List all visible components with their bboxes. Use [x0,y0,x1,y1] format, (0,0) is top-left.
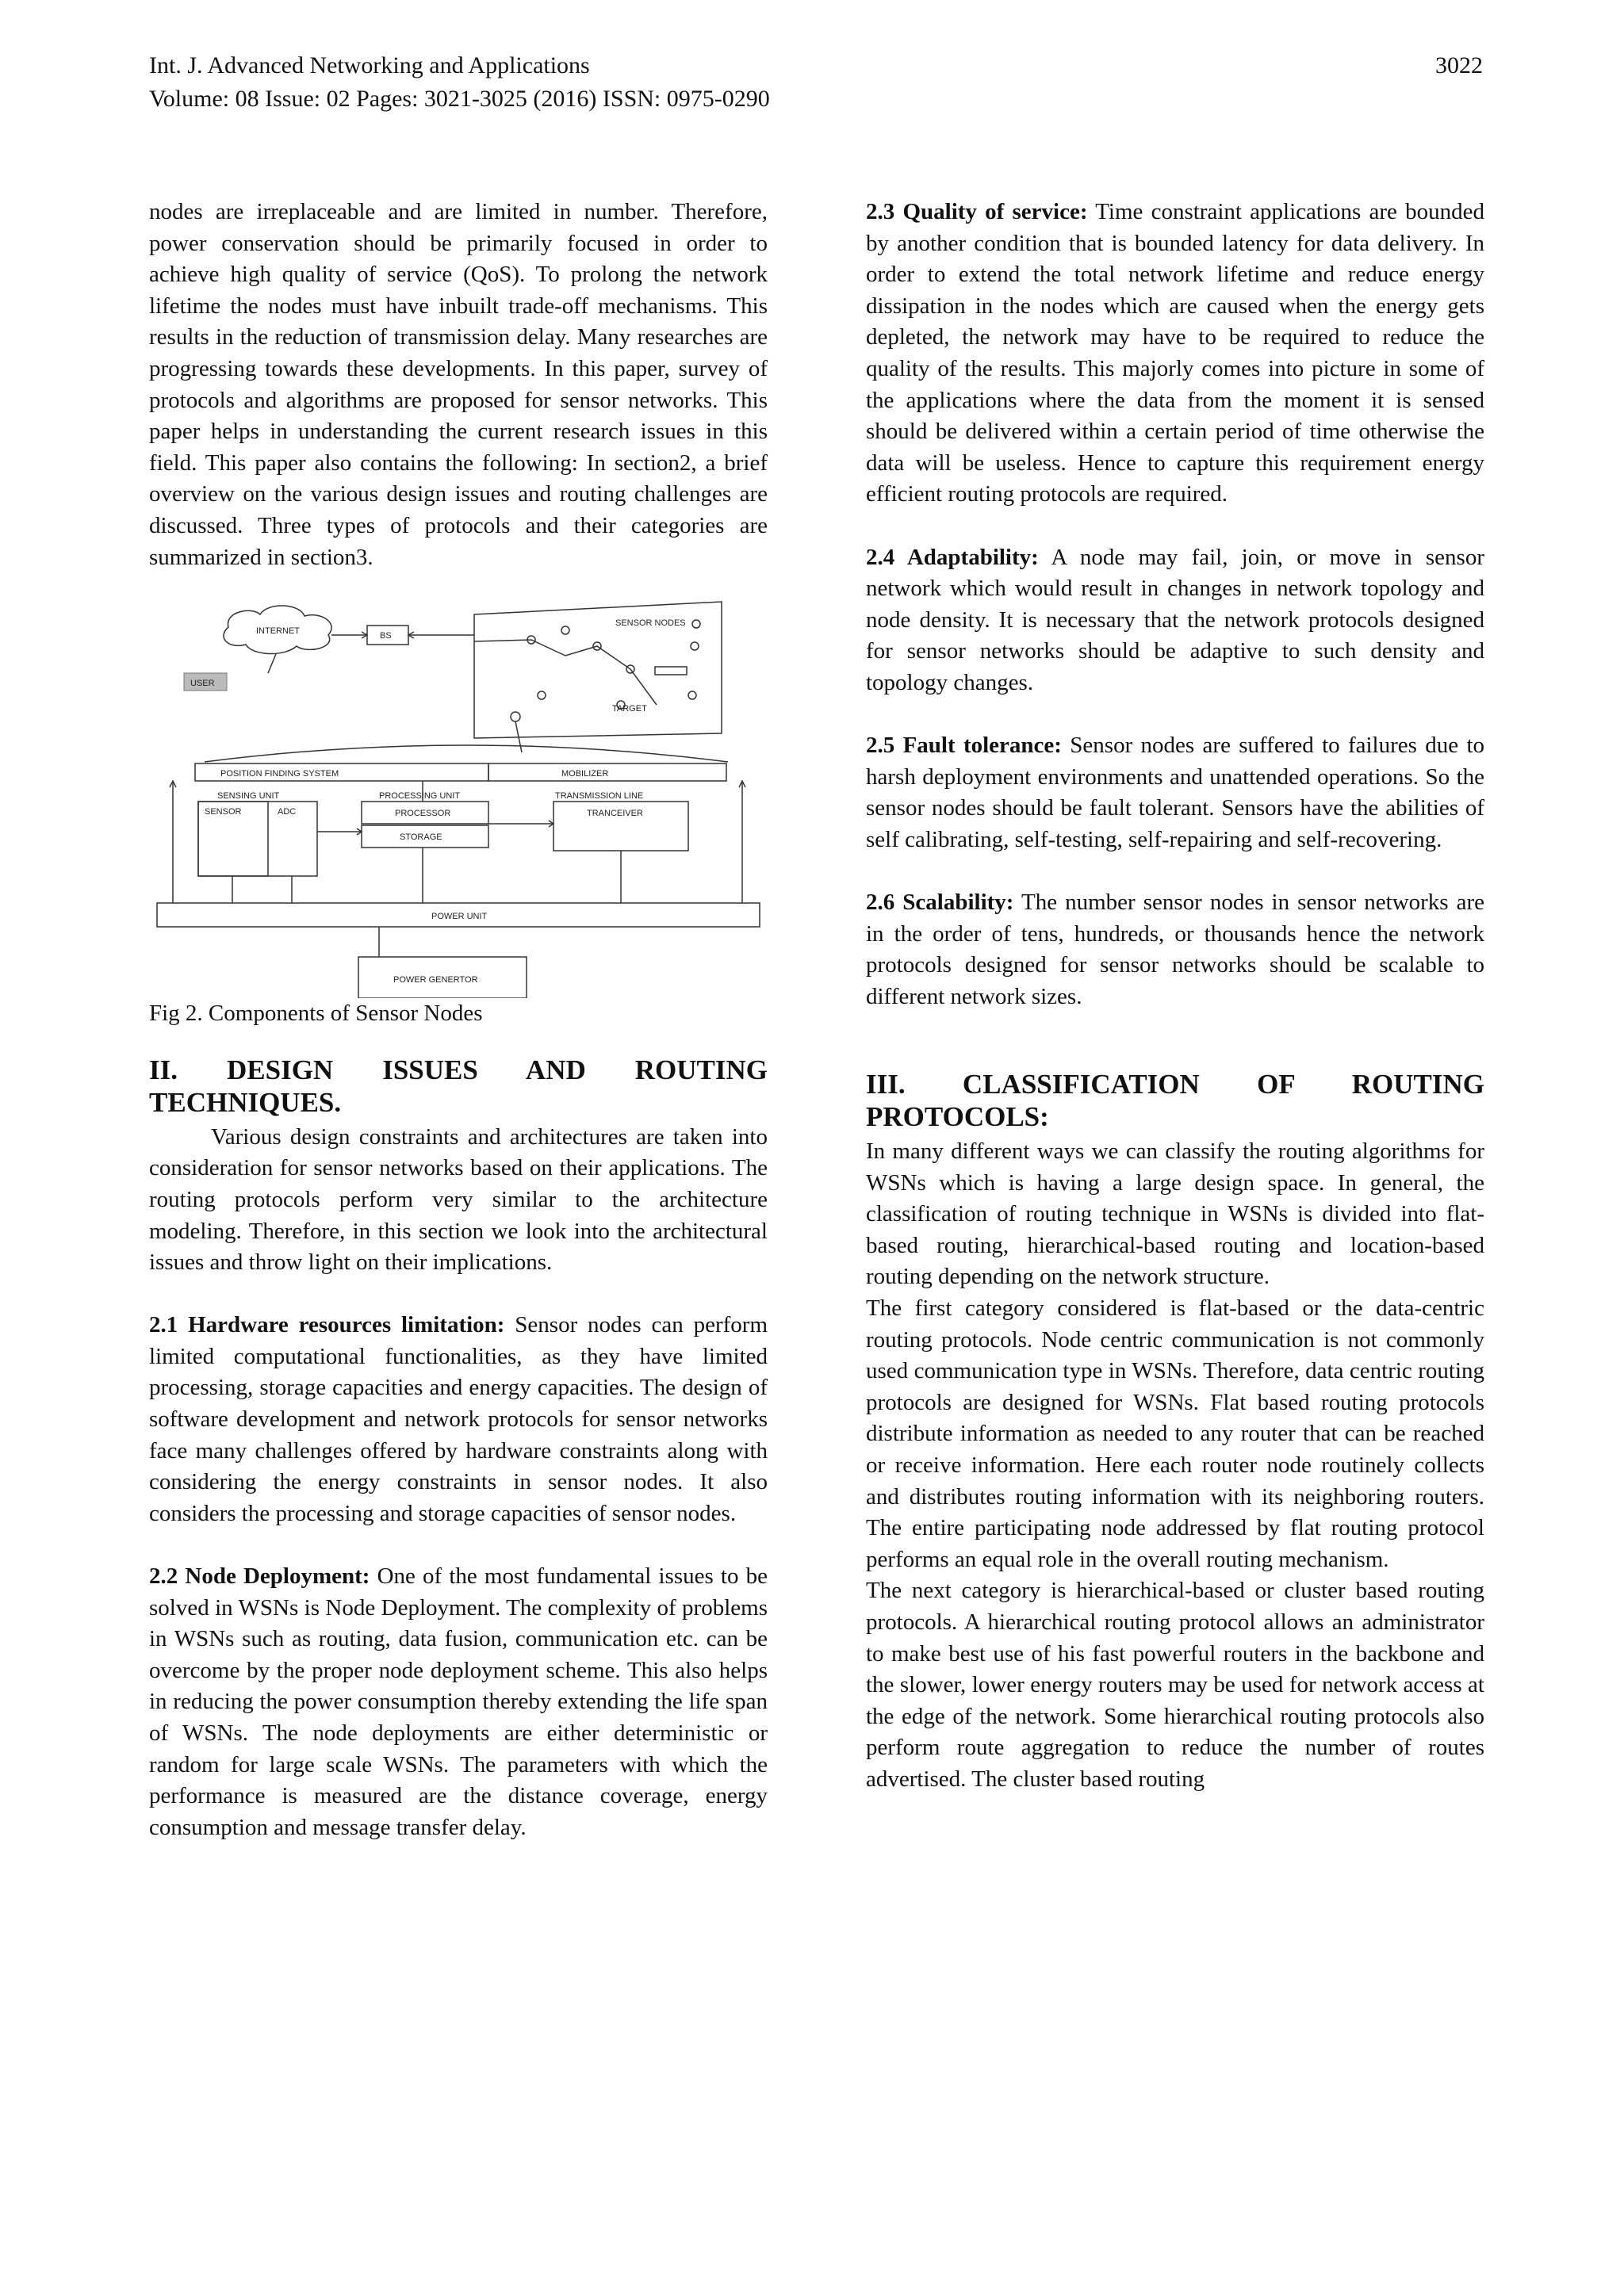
subsection-2-6-text: The number sensor nodes in sensor networks are in the order of tens, hundreds, or thousands hence the network protocols designed for sensor networks should be scalable to different network sizes. [866,890,1485,1009]
subsection-2-3 [866,197,1484,511]
subsection-2-1-text: Sensor nodes can perform limited computational functionalities, as they have limited processing, storage capacities and energy capacities. The design of software development and network protocols for sensor networks face many challenges offered by hardware constraints along with considering the energy constraints in sensor nodes. It also considers the processing and storage capacities of sensor nodes. [149,1312,768,1526]
section3-paragraph-1: In many different ways we can classify the routing algorithms for WSNs which is having a large design space. In general, the classification of routing technique in WSNs is divided into flat-based routing, hierarchical-based routing and location-based routing depending on the network structure. [866,1138,1484,1290]
sensor-node-figure [149,594,768,998]
sensor-node-diagram [149,594,768,998]
subsection-2-2-text: One of the most fundamental issues to be solved in WSNs is Node Deployment. The complexity of problems in WSNs such as routing, data fusion, communication etc. can be overcome by the proper node deployment scheme. This also helps in reducing the power consumption thereby extending the life span of WSNs. The node deployments are either deterministic or random for large scale WSNs. The parameters with which the performance is measured are the distance coverage, energy consumption and message transfer delay. [149,1563,768,1840]
page-number: 3022 [1435,52,1483,78]
processor-label: PROCESSOR [395,809,451,819]
sensing-unit-label: SENSING UNIT [217,791,280,802]
transmission-line-label: TRANSMISSION LINE [555,791,644,802]
tranceiver-label: TRANCEIVER [587,809,643,819]
section2-intro: Various design constraints and architectures are taken into consideration for sensor networks based on their applications. The routing protocols perform very similar to the architecture modeling. Therefore, in this section we look into the architectural issues and throw light on their implications. [149,1123,768,1276]
subsection-2-4 [866,542,1484,699]
subsection-2-6-title: 2.6 Scalability: [866,890,1014,916]
subsection-2-6 [866,887,1484,1012]
subsection-2-4-title: 2.4 Adaptability: [866,544,1039,570]
adc-label: ADC [278,807,297,817]
subsection-2-3-title: 2.3 Quality of service: [866,199,1088,224]
subsection-2-5-text: Sensor nodes are suffered to failures due to harsh deployment environments and unattended operations. So the sensor nodes should be fault tolerant. Sensors have the abilities of self calibrating, self-testing, self-repairing and self-recovering. [866,733,1484,852]
right-column [866,197,1484,1796]
sensor-nodes-label: SENSOR NODES [615,618,686,629]
subsection-2-2-title: 2.2 Node Deployment: [149,1563,370,1590]
user-label: USER [190,679,215,689]
figure-caption: Fig 2. Components of Sensor Nodes [149,1001,483,1027]
subsection-2-2 [149,1561,768,1843]
volume-info: Volume: 08 Issue: 02 Pages: 3021-3025 (2016) ISSN: 0975-0290 [149,86,770,112]
mobilizer-label: MOBILIZER [561,769,609,779]
section2-heading: II. DESIGN ISSUES AND ROUTING TECHNIQUES. [149,1054,768,1118]
power-unit-label: POWER UNIT [431,912,488,922]
storage-label: STORAGE [400,832,442,843]
section3-paragraph-2: The first category considered is flat-based or the data-centric routing protocols. Node centric communication is not commonly used communication type in WSNs. Therefore, data centric routing protocols are designed for WSNs. Flat based routing protocols distribute information as needed to any router that can be reached or receive information. Here each router node routinely collects and distributes routing information with its neighboring routers. The entire participating node addressed by flat routing protocol performs an equal role in the overall routing mechanism. [866,1295,1484,1572]
intro-paragraph: nodes are irreplaceable and are limited in number. Therefore, power conservation should be primarily focused in order to achieve high quality of service (QoS). To prolong the network lifetime the nodes must have inbuilt trade-off mechanisms. This results in the reduction of transmission delay. Many researches are progressing towards these developments. In this paper, survey of protocols and algorithms are proposed for sensor networks. This paper helps in understanding the current research issues in this field. This paper also contains the following: In section2, a brief overview on the various design issues and routing challenges are discussed. Three types of protocols and their categories are summarized in section3. [149,199,768,570]
sensor-label: SENSOR [205,807,242,817]
subsection-2-4-text: A node may fail, join, or move in sensor network which would result in changes in network topology and node density. It is necessary that the network protocols designed for sensor networks should be adaptive to such density and topology changes. [866,544,1485,695]
position-finding-label: POSITION FINDING SYSTEM [220,769,339,779]
journal-title: Int. J. Advanced Networking and Applications [149,52,590,78]
section3-heading: III. CLASSIFICATION OF ROUTING PROTOCOLS: [866,1069,1484,1133]
subsection-2-5 [866,730,1484,855]
power-generator-label: POWER GENERTOR [393,975,478,985]
target-label: TARGET [612,704,647,714]
subsection-2-3-text: Time constraint applications are bounded by another condition that is bounded latency for data delivery. In order to extend the total network lifetime and reduce energy dissipation in the nodes which are caused when the energy gets depleted, the network may have to be required to reduce the quality of the results. This majorly comes into picture in some of the applications where the data from the moment it is sensed should be delivered within a certain period of time otherwise the data will be useless. Hence to capture this requirement energy efficient routing protocols are required. [866,199,1484,507]
subsection-2-1-title: 2.1 Hardware resources limitation: [149,1312,505,1338]
subsection-2-5-title: 2.5 Fault tolerance: [866,733,1062,759]
section3-paragraph-3: The next category is hierarchical-based or cluster based routing protocols. A hierarchical routing protocol allows an administrator to make best use of his fast powerful routers in the backbone and the slower, lower energy routers may be used for network access at the edge of the network. Some hierarchical routing protocols also perform route aggregation to reduce the number of routes advertised. The cluster based routing [866,1578,1484,1792]
subsection-2-1 [149,1310,768,1529]
processing-unit-label: PROCESSING UNIT [379,791,461,802]
left-column [149,197,768,1843]
internet-label: INTERNET [256,626,300,637]
bs-label: BS [380,631,392,641]
page-header [149,49,1483,116]
target-icon [655,667,687,675]
